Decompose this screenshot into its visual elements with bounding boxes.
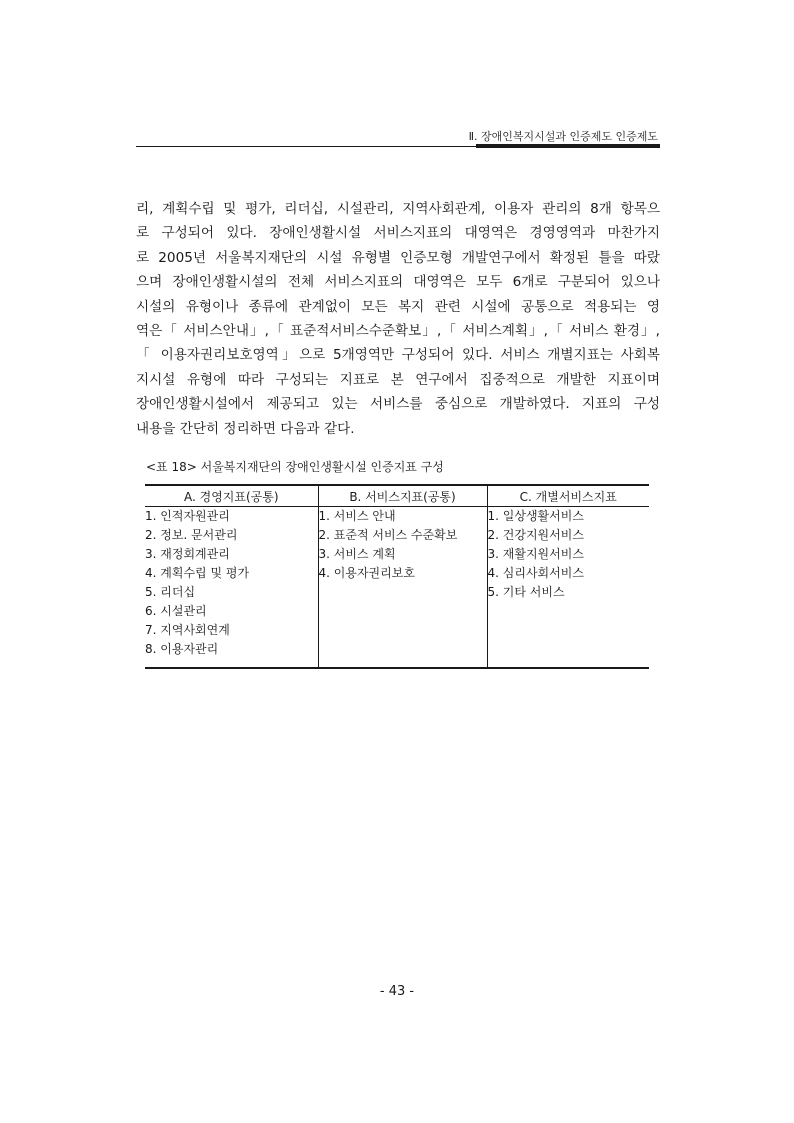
table-row <box>145 507 649 669</box>
list-item: 1. 인적자원관리 <box>145 509 230 523</box>
list-item: 5. 기타 서비스 <box>487 585 565 599</box>
running-header: Ⅱ. 장애인복지시설과 인증제도 인증제도 <box>468 130 658 143</box>
list-item: 3. 재정회계관리 <box>145 547 230 561</box>
service-indicator-list <box>319 507 487 583</box>
individual-service-indicator-list <box>488 507 650 602</box>
column-header-service: B. 서비스지표(공통) <box>318 485 487 507</box>
body-line: 으며 장애인생활시설의 전체 서비스지표의 대영역은 모두 6개로 구분되어 있으나 <box>136 274 660 291</box>
page-number: - 43 - <box>379 984 415 999</box>
list-item: 2. 정보. 문서관리 <box>145 528 238 542</box>
table-caption: <표 18> 서울복지재단의 장애인생활시설 인증지표 구성 <box>146 460 444 474</box>
individual-service-indicators-cell <box>487 507 649 669</box>
body-paragraph <box>136 197 660 441</box>
indicator-table <box>145 484 649 669</box>
service-indicators-cell <box>318 507 487 669</box>
list-item: 8. 이용자관리 <box>145 642 219 656</box>
list-item: 1. 일상생활서비스 <box>487 509 584 523</box>
list-item: 3. 재활지원서비스 <box>487 547 584 561</box>
list-item: 3. 서비스 계획 <box>318 547 396 561</box>
body-line: 지시설 유형에 따라 구성되는 지표로 본 연구에서 집중적으로 개발한 지표이며 <box>136 371 660 388</box>
management-indicator-list <box>145 507 318 659</box>
body-line: 시설의 유형이나 종류에 관계없이 모든 복지 관련 시설에 공통으로 적용되는 영 <box>136 298 660 315</box>
management-indicators-cell <box>145 507 318 669</box>
list-item: 2. 건강지원서비스 <box>487 528 584 542</box>
body-line: 내용을 간단히 정리하면 다음과 같다. <box>136 420 355 437</box>
list-item: 1. 서비스 안내 <box>318 509 396 523</box>
column-header-management: A. 경영지표(공통) <box>145 485 318 507</box>
list-item: 7. 지역사회연계 <box>145 623 230 637</box>
body-line: 역은「 서비스안내」,「 표준적서비스수준확보」,「 서비스계획」,「 서비스 환경」, <box>136 323 660 340</box>
table-header-row <box>145 485 649 507</box>
list-item: 5. 리더십 <box>145 585 196 599</box>
body-line: 로 구성되어 있다. 장애인생활시설 서비스지표의 대영역은 경영영역과 마찬가지 <box>136 225 660 242</box>
list-item: 6. 시설관리 <box>145 604 207 618</box>
body-line: 「 이용자권리보호영역」으로 5개영역만 구성되어 있다. 서비스 개별지표는 사회복 <box>136 347 660 364</box>
column-header-individual-service: C. 개별서비스지표 <box>487 485 649 507</box>
header-rule <box>136 146 660 147</box>
list-item: 2. 표준적 서비스 수준확보 <box>318 528 458 542</box>
list-item: 4. 심리사회서비스 <box>487 566 584 580</box>
body-line: 리, 계획수립 및 평가, 리더십, 시설관리, 지역사회관계, 이용자 관리의 8개 항목으 <box>136 201 660 217</box>
list-item: 4. 이용자권리보호 <box>318 566 415 580</box>
list-item: 4. 계획수립 및 평가 <box>145 566 250 580</box>
body-line: 장애인생활시설에서 제공되고 있는 서비스를 중심으로 개발하였다. 지표의 구성 <box>136 396 660 413</box>
body-line: 로 2005년 서울복지재단의 시설 유형별 인증모형 개발연구에서 확정된 틀을 따랐 <box>136 249 660 266</box>
